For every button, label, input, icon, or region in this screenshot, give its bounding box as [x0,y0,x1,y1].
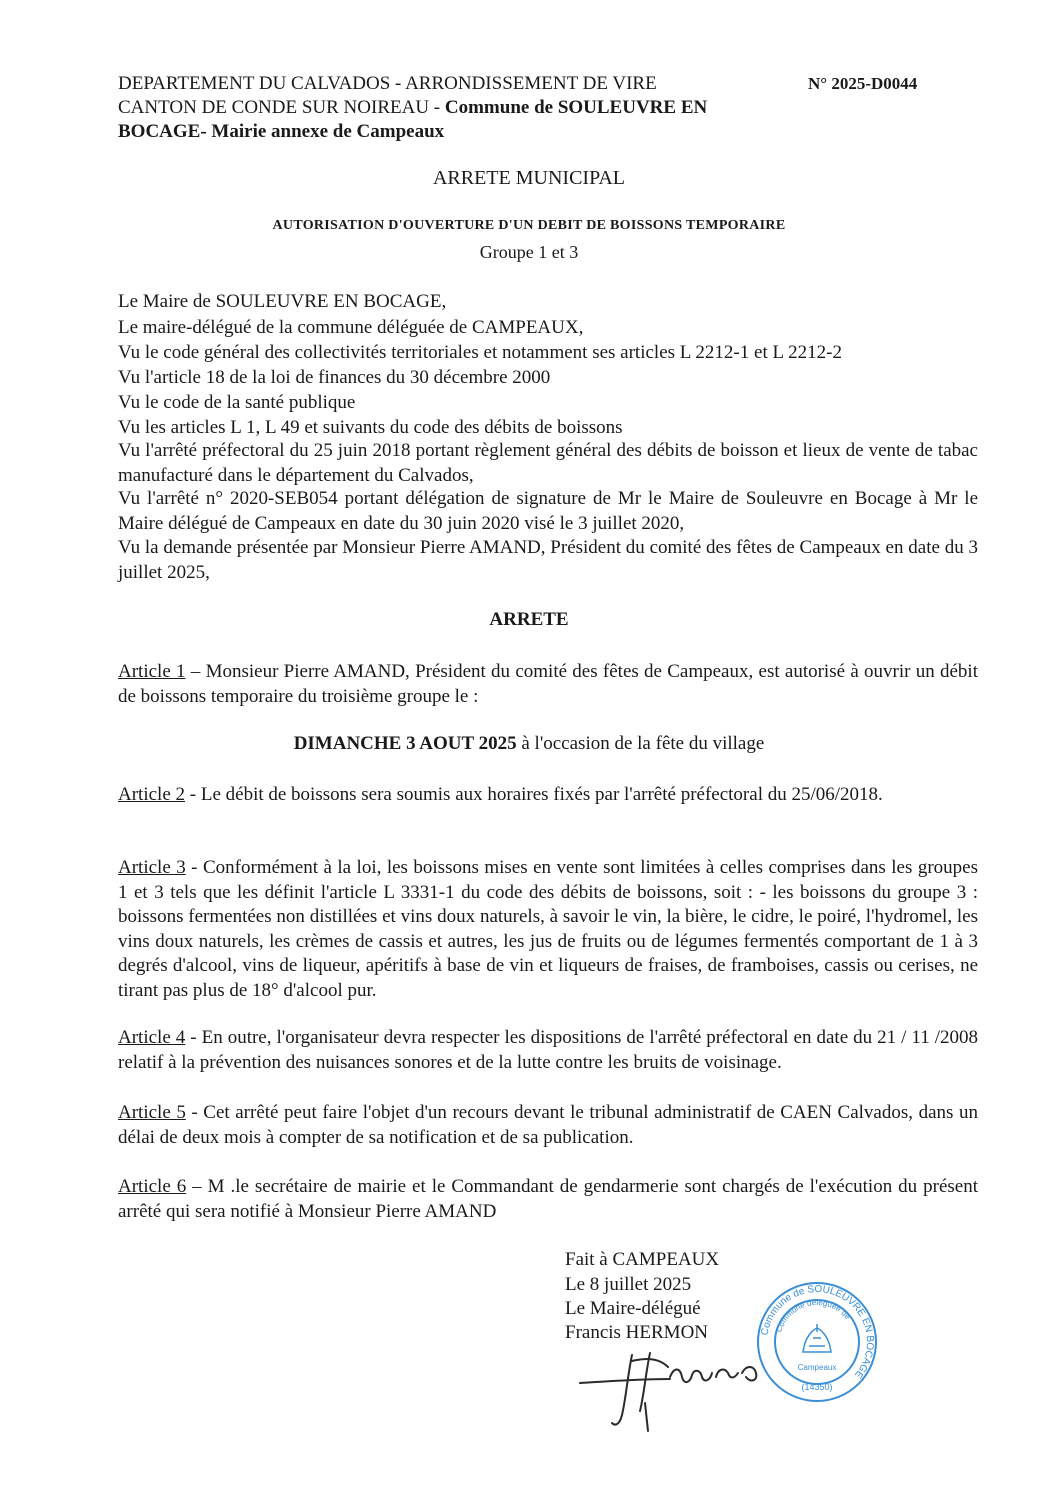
signature-date: Le 8 juillet 2025 [565,1274,692,1295]
signature-place: Fait à CAMPEAUX [565,1249,720,1270]
article-3-label: Article 3 [118,857,186,878]
arrete-heading: ARRETE [489,609,569,630]
vu-paragraph: Vu l'arrêté n° 2020-SEB054 portant délégation de signature de Mr le Maire de Souleuvre en Bocage à Mr le Maire délégué de Campeaux en date du 30 juin 2020 visé le 3 juillet 2020, [118,488,978,534]
event-date-line [0,733,1058,755]
preamble-line: Vu l'article 18 de la loi de finances du 30 décembre 2000 [118,367,551,388]
preamble-line: Vu le code général des collectivités territoriales et notamment ses articles L 2212-1 et L 2212-2 [118,342,842,363]
event-occasion: à l'occasion de la fête du village [516,733,765,754]
header-commune: Commune de SOULEUVRE EN [444,97,708,118]
stamp-outer-text: Commune de SOULEUVRE EN BOCAGE [759,1283,876,1381]
groupe-line: Groupe 1 et 3 [479,242,579,262]
article-3-text: - Conformément à la loi, les boissons mises en vente sont limitées à celles comprises dans les groupes 1 et 3 tels que les définit l'article L 3331-1 du code des débits de boissons, soit : - les boissons du groupe 3 : boissons fermentées non distillées et vins doux naturels, à savoir le vin, la bière, le cidre, le poiré, l'hydromel, les vins doux naturels, les crèmes de cassis et autres, les jus de fruits ou de légumes fermentés comportant de 1 à 3 degrés d'alcool, vins de liqueur, apéritifs à base de vin et liqueurs de fraises, de framboises, cassis ou cerises, ne tirant pas plus de 18° d'alcool pur. [118,857,978,1001]
article-5-text: - Cet arrêté peut faire l'objet d'un recours devant le tribunal administratif de CAEN Calvados, dans un délai de deux mois à compter de sa notification et de sa publication. [118,1102,978,1148]
header-line-2 [118,96,707,120]
article-5-label: Article 5 [118,1102,186,1123]
article-4 [118,1026,978,1075]
handwritten-signature [570,1343,770,1433]
article-4-text: - En outre, l'organisateur devra respecter les dispositions de l'arrêté préfectoral en date du 21 / 11 /2008 relatif à la prévention des nuisances sonores et de la lutte contre les bruits de voisinage. [118,1027,978,1073]
header-canton: CANTON DE CONDE SUR NOIREAU - [118,97,445,118]
article-5 [118,1101,978,1150]
header-line-1: DEPARTEMENT DU CALVADOS - ARRONDISSEMENT DE VIRE [118,73,657,94]
signature-name: Francis HERMON [565,1322,709,1343]
article-6-label: Article 6 [118,1176,187,1197]
stamp-inner-text: Commune déléguée de [774,1297,853,1334]
article-2-label: Article 2 [118,784,186,805]
stamp-center-text: Campeaux [797,1363,837,1372]
article-6 [118,1175,978,1224]
preamble-line: Vu le code de la santé publique [118,392,356,413]
article-3 [118,856,978,1003]
arrete-number: N° 2025-D0044 [808,74,918,93]
official-stamp [755,1280,879,1404]
vu-paragraph: Vu la demande présentée par Monsieur Pierre AMAND, Président du comité des fêtes de Campeaux en date du 3 juillet 2025, [118,537,978,583]
article-6-text: – M .le secrétaire de mairie et le Commandant de gendarmerie sont chargés de l'exécution du présent arrêté qui sera notifié à Monsieur Pierre AMAND [118,1176,978,1222]
article-1-text: – Monsieur Pierre AMAND, Président du comité des fêtes de Campeaux, est autorisé à ouvrir un débit de boissons temporaire du troisième groupe le : [118,661,978,707]
article-1 [118,660,978,709]
header-line-3: BOCAGE- Mairie annexe de Campeaux [118,121,445,142]
preamble-line: Le Maire de SOULEUVRE EN BOCAGE, [118,291,447,312]
preamble-line: Le maire-délégué de la commune déléguée de CAMPEAUX, [118,317,584,338]
stamp-code: (14350) [801,1382,833,1392]
article-2-text: - Le débit de boissons sera soumis aux horaires fixés par l'arrêté préfectoral du 25/06/2018. [185,784,883,805]
vu-paragraph: Vu l'arrêté préfectoral du 25 juin 2018 portant règlement général des débits de boisson et lieux de vente de tabac manufacturé dans le département du Calvados, [118,440,978,486]
event-date: DIMANCHE 3 AOUT 2025 [293,733,517,754]
stamp-emblem [803,1324,831,1352]
document-subtitle: AUTORISATION D'OUVERTURE D'UN DEBIT DE BOISSONS TEMPORAIRE [272,218,786,233]
article-2 [118,783,978,808]
article-4-label: Article 4 [118,1027,186,1048]
signature-role: Le Maire-délégué [565,1298,701,1319]
article-1-label: Article 1 [118,661,186,682]
preamble-line: Vu les articles L 1, L 49 et suivants du code des débits de boissons [118,417,623,438]
document-title: ARRETE MUNICIPAL [432,167,626,189]
